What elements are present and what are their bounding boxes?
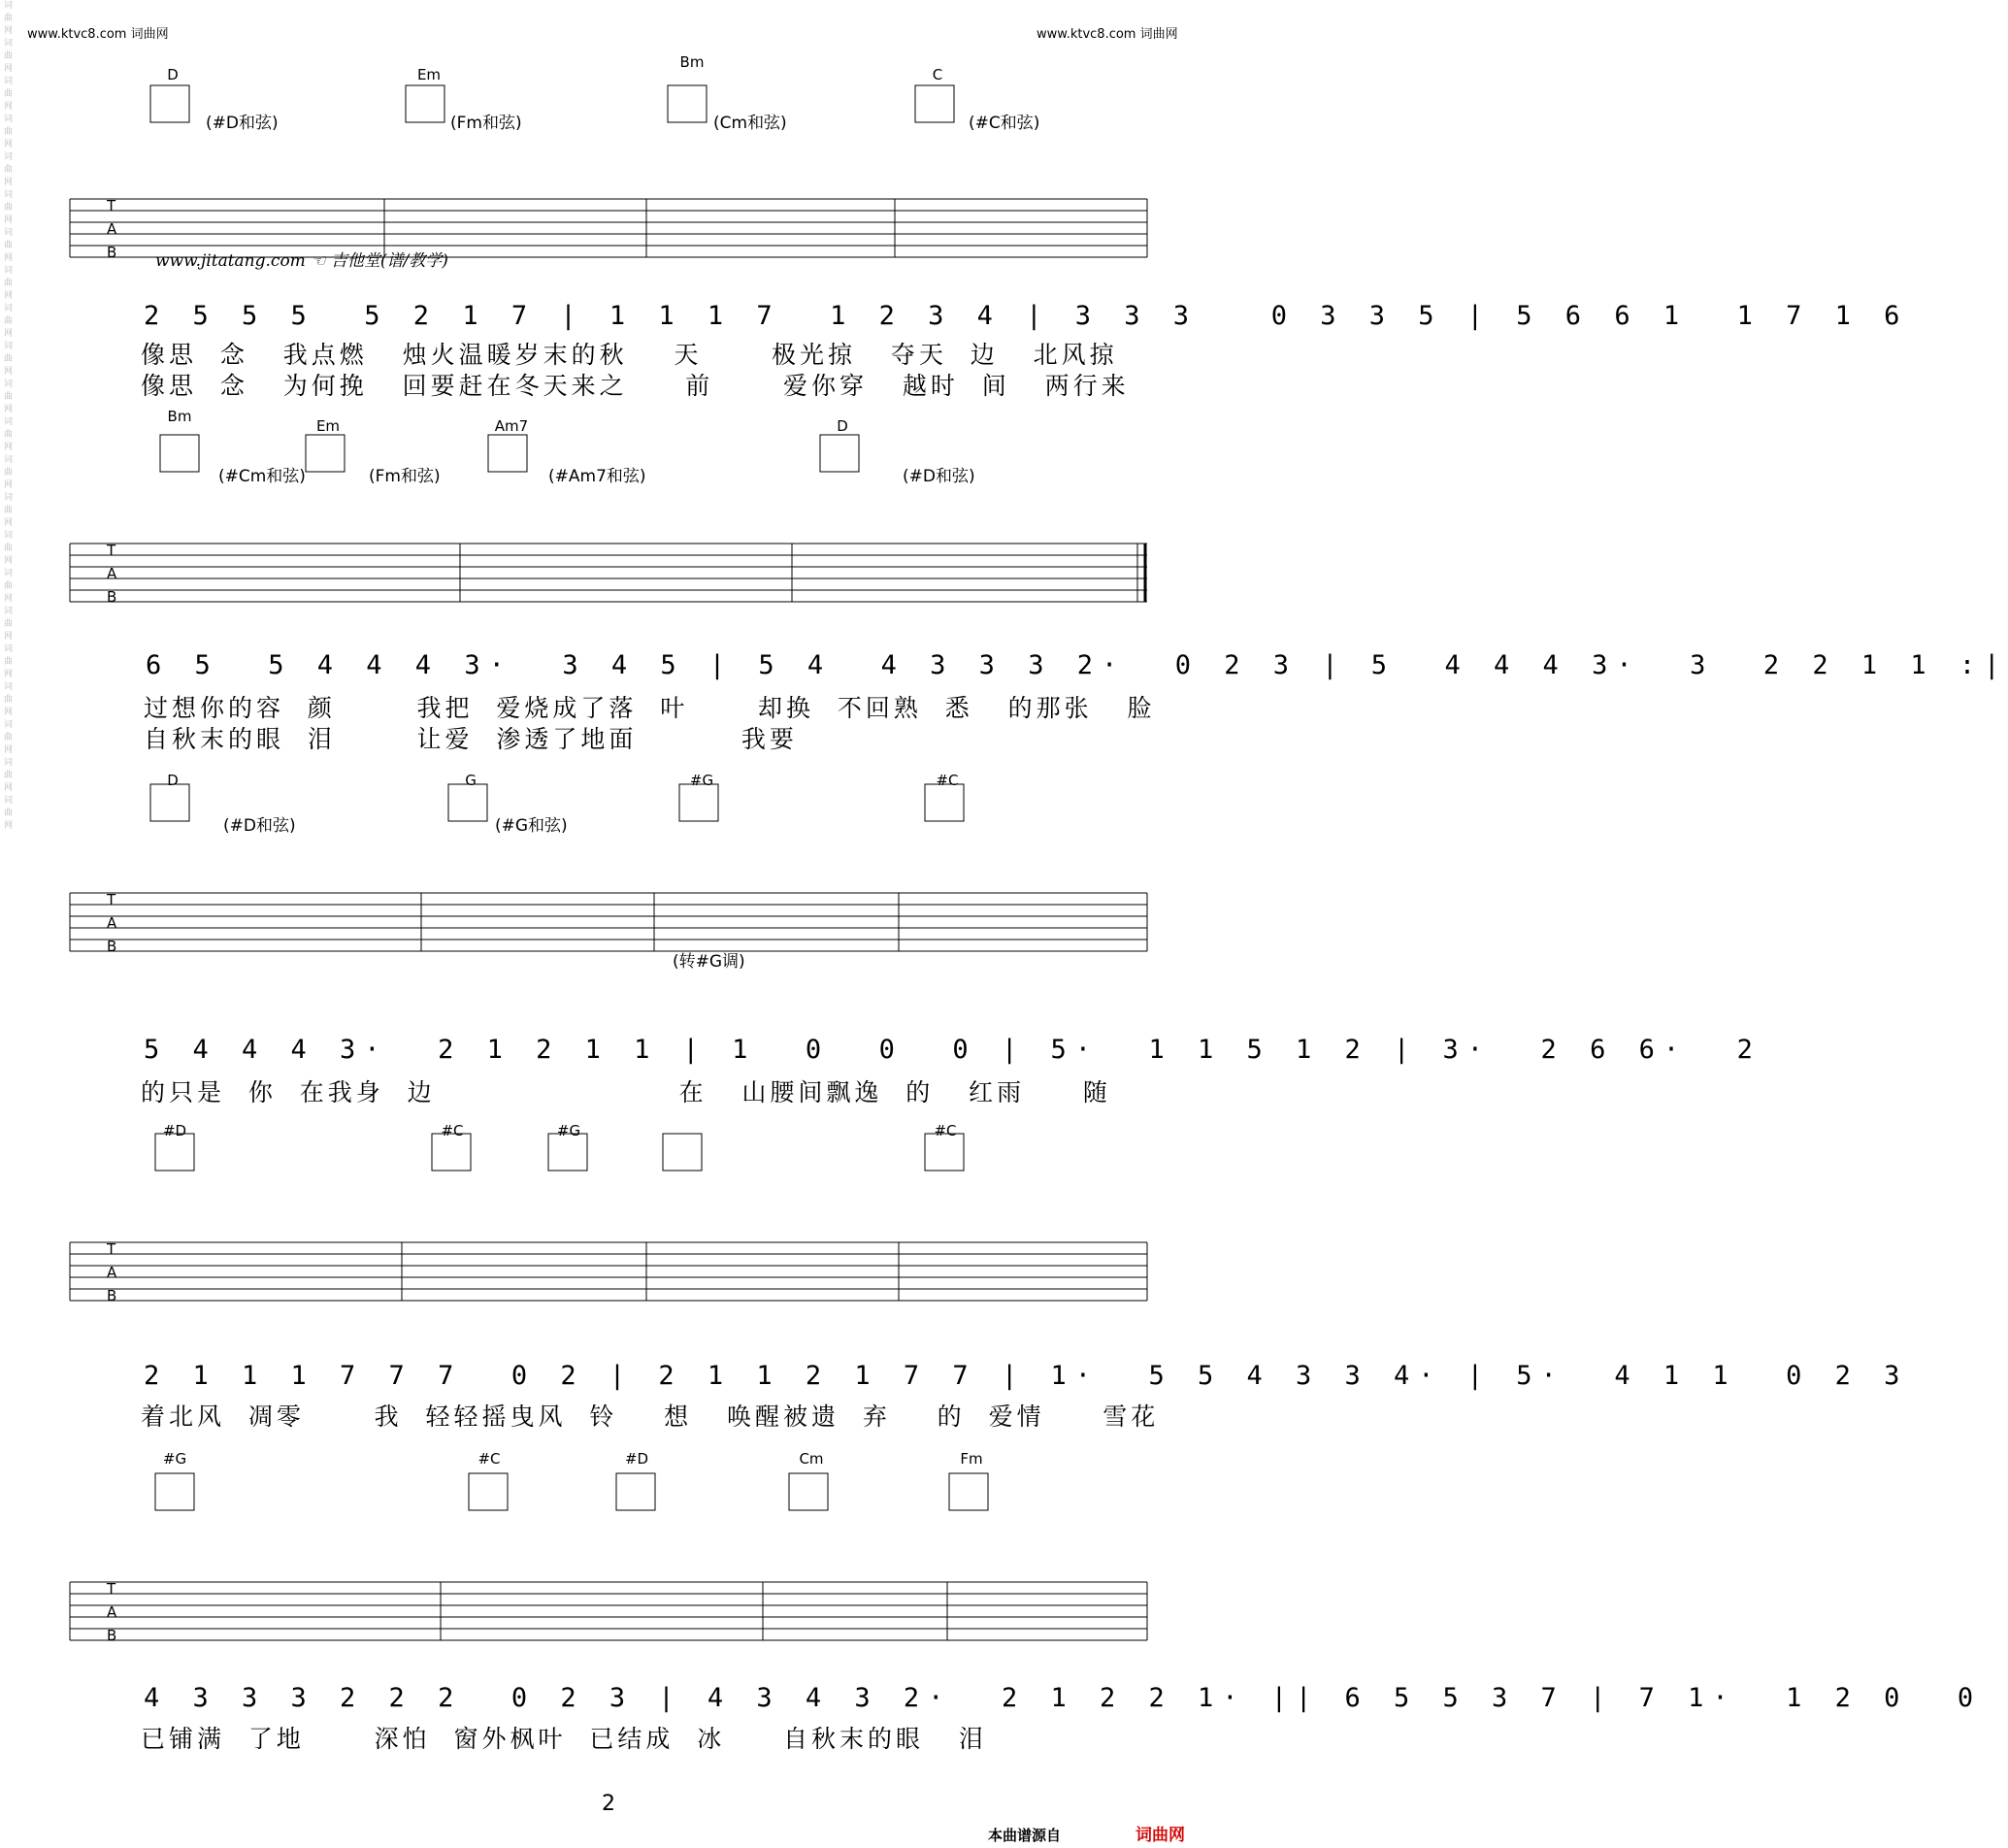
chord-box xyxy=(925,784,964,821)
jianpu-numbers: 5 4 4 4 3· 2 1 2 1 1 | 1 0 0 0 | 5· 1 1 5 1 2 | 3· 2 6 6· 2 xyxy=(144,1035,1761,1065)
chord-box xyxy=(820,435,859,472)
jianpu-numbers: 2 5 5 5 5 2 1 7 | 1 1 1 7 1 2 3 4 | 3 3 3 0 3 3 5 | 5 6 6 1 1 7 1 6 xyxy=(144,301,1909,331)
tab-letter: A xyxy=(107,565,117,582)
tab-staff xyxy=(0,1184,1213,1378)
chord-box xyxy=(616,1473,655,1510)
chord-box xyxy=(469,1473,508,1510)
chord-name: G xyxy=(465,772,477,789)
chord-name: #C xyxy=(441,1122,464,1139)
chord-name: #C xyxy=(934,1122,957,1139)
chord-name: Cm xyxy=(799,1450,824,1468)
chord-box xyxy=(679,784,718,821)
chord-name: #D xyxy=(624,1450,649,1468)
chord-name: Bm xyxy=(679,53,705,71)
tab-letter: T xyxy=(107,197,116,214)
lyric-line: 已铺满 了地 深怕 窗外枫叶 已结成 冰 自秋末的眼 泪 xyxy=(141,1725,987,1753)
tab-letter: A xyxy=(107,220,117,238)
chord-name: Fm xyxy=(960,1450,983,1468)
chord-name: Em xyxy=(315,417,341,435)
chord-hint: (#Cm和弦) xyxy=(218,467,306,486)
chord-name: D xyxy=(837,417,848,435)
lyric-line: 像思 念 我点燃 烛火温暖岁末的秋 天 极光掠 夺天 边 北风掠 xyxy=(141,341,1118,369)
header-left[interactable]: www.ktvc8.com 词曲网 xyxy=(27,27,169,42)
chord-name: #G xyxy=(556,1122,581,1139)
chord-box xyxy=(448,784,487,821)
tab-letter: T xyxy=(107,542,116,559)
chord-name: #G xyxy=(162,1450,187,1468)
chord-diagram-group xyxy=(0,757,1213,844)
tab-letter: T xyxy=(107,1580,116,1598)
lyric-line: 着北风 凋零 我 轻轻摇曳风 铃 想 唤醒被遗 弃 的 爱情 雪花 xyxy=(141,1402,1160,1431)
chord-hint: (#D和弦) xyxy=(903,467,975,486)
chord-name: #G xyxy=(689,772,714,789)
chord-hint: (#G和弦) xyxy=(495,816,568,836)
chord-hint: (Cm和弦) xyxy=(713,114,787,133)
chord-diagram-group xyxy=(0,1106,1213,1194)
tab-letter: B xyxy=(107,1287,117,1304)
tab-letter: T xyxy=(107,891,116,908)
chord-name: Em xyxy=(416,66,442,83)
key-change-label: (转#G调) xyxy=(673,952,745,972)
lyric-line: 像思 念 为何挽 回要赶在冬天来之 前 爱你穿 越时 间 两行来 xyxy=(141,372,1130,400)
chord-hint: (#D和弦) xyxy=(206,114,279,133)
chord-box xyxy=(915,85,954,122)
chord-box xyxy=(160,435,199,472)
chord-name: #C xyxy=(936,772,959,789)
chord-hint: (#Am7和弦) xyxy=(548,467,646,486)
chord-name: D xyxy=(167,66,179,83)
chord-box xyxy=(150,85,189,122)
header-right[interactable]: www.ktvc8.com 词曲网 xyxy=(1037,27,1178,42)
tab-letter: A xyxy=(107,1603,117,1621)
chord-box xyxy=(789,1473,828,1510)
tab-letter: B xyxy=(107,938,117,955)
tab-letter: B xyxy=(107,244,117,261)
chord-box xyxy=(488,435,527,472)
tab-letter: B xyxy=(107,588,117,606)
tab-letter: A xyxy=(107,914,117,932)
tab-staff xyxy=(0,835,1213,1029)
lyric-line: 过想你的容 颜 我把 爱烧成了落 叶 却换 不回熟 悉 的那张 脸 xyxy=(144,694,1156,722)
chord-box xyxy=(306,435,345,472)
side-watermark: 词曲网词曲网词曲网词曲网词曲网词曲网词曲网词曲网词曲网词曲网词曲网词曲网词曲网词曲网词曲网词曲网词曲网词曲网词曲网词曲网词曲网词曲网 xyxy=(4,1,14,831)
chord-hint: (#D和弦) xyxy=(223,816,296,836)
chord-hint: (#C和弦) xyxy=(969,114,1040,133)
tab-letter: B xyxy=(107,1627,117,1644)
footer-brand[interactable]: 词曲网 xyxy=(1136,1826,1185,1845)
chord-box xyxy=(663,1134,702,1171)
chord-box xyxy=(150,784,189,821)
chord-box xyxy=(155,1473,194,1510)
tab-letter: A xyxy=(107,1264,117,1281)
lyric-line: 的只是 你 在我身 边 在 山腰间飘逸 的 红雨 随 xyxy=(141,1078,1111,1106)
chord-name: C xyxy=(932,66,943,83)
chord-name: Bm xyxy=(167,408,192,425)
chord-name: #C xyxy=(477,1450,501,1468)
tab-letter: T xyxy=(107,1240,116,1258)
chord-box xyxy=(406,85,444,122)
chord-box xyxy=(668,85,707,122)
chord-hint: (Fm和弦) xyxy=(450,114,522,133)
lyric-line: 自秋末的眼 泪 让爱 渗透了地面 我要 xyxy=(144,725,798,753)
chord-name: D xyxy=(167,772,179,789)
jianpu-numbers: 6 5 5 4 4 4 3· 3 4 5 | 5 4 4 3 3 3 2· 0 2 3 | 5 4 4 4 3· 3 2 2 1 1 :| xyxy=(146,650,2008,680)
chord-box xyxy=(949,1473,988,1510)
site-credit[interactable]: www.jitatang.com ☜ 吉他堂(谱/教学) xyxy=(155,251,448,271)
chord-name: #D xyxy=(162,1122,187,1139)
jianpu-numbers: 2 1 1 1 7 7 7 0 2 | 2 1 1 2 1 7 7 | 1· 5 5 4 3 3 4· | 5· 4 1 1 0 2 3 xyxy=(144,1361,1909,1391)
footer-credit: 本曲谱源自 xyxy=(988,1827,1062,1844)
chord-hint: (Fm和弦) xyxy=(369,467,441,486)
page-number: 2 xyxy=(602,1792,615,1816)
jianpu-numbers: 4 3 3 3 2 2 2 0 2 3 | 4 3 4 3 2· 2 1 2 2 1· || 6 5 5 3 7 | 7 1· 1 2 0 0 xyxy=(144,1683,1983,1713)
chord-name: Am7 xyxy=(494,417,529,435)
